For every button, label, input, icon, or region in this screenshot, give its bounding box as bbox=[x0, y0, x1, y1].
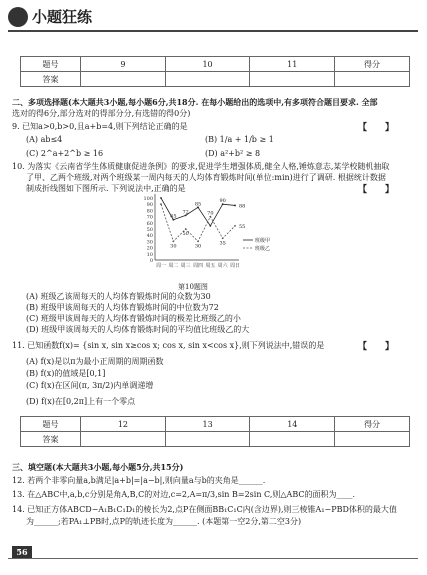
table-cell: 12 bbox=[81, 417, 166, 432]
page-number: 56 bbox=[12, 546, 32, 558]
x-tick-label: 周日 bbox=[229, 263, 241, 269]
answer-cell[interactable] bbox=[165, 72, 250, 87]
q9-bracket: 【 】 bbox=[358, 123, 395, 133]
x-tick-label: 周一 bbox=[155, 263, 167, 269]
q10-bracket: 【 】 bbox=[358, 185, 395, 195]
answer-table-1 bbox=[20, 56, 410, 87]
header-title: 小题狂练 bbox=[32, 8, 93, 26]
q11-option-a: (A) f(x)是以π为最小正周期的周期函数 bbox=[26, 357, 164, 366]
data-point bbox=[234, 225, 236, 227]
answer-cell[interactable] bbox=[81, 72, 166, 87]
legend-label: 班级甲 bbox=[255, 238, 271, 244]
y-tick-label: 40 bbox=[146, 233, 153, 240]
y-tick-label: 90 bbox=[146, 202, 153, 209]
q11-option-b: (B) f(x)的值域是[0,1] bbox=[26, 369, 106, 378]
answer-table-2 bbox=[20, 416, 410, 447]
table-cell: 11 bbox=[250, 57, 335, 72]
q10-option-b: (B) 班级甲该周每天的人均体育锻炼时间的中位数为72 bbox=[26, 303, 219, 312]
answer-cell[interactable] bbox=[250, 72, 335, 87]
data-label: 90 bbox=[219, 198, 226, 205]
y-tick-label: 50 bbox=[146, 227, 153, 233]
q14-line1: 14. 已知正方体ABCD−A₁B₁C₁D₁的棱长为2,点P在侧面BB₁C₁C内(含边界),则三棱锥A₁−PBD体积的最大值 bbox=[12, 505, 397, 514]
x-tick-label: 周六 bbox=[217, 263, 228, 269]
q10-option-c: (C) 班级甲该周每天的人均体育锻炼时间的极差比班级乙的小 bbox=[26, 314, 241, 323]
data-label: 55 bbox=[239, 223, 246, 230]
table-cell: 答案 bbox=[21, 432, 81, 447]
table-cell: 9 bbox=[81, 57, 166, 72]
table-cell: 得分 bbox=[335, 57, 410, 72]
table-cell: 10 bbox=[165, 57, 250, 72]
q12-text: 12. 若两个非零向量a,b满足|a+b|=|a−b|,则向量a与b的夹角是______. bbox=[12, 476, 266, 485]
q10-line2: 了甲、乙两个班级,对两个班级某一周内每天的人均体育锻炼时间(单位:min)进行了调研. 根据统计数据 bbox=[26, 173, 386, 182]
score-cell[interactable] bbox=[335, 72, 410, 87]
q9-option-d: (D) a²+b² ≥ 8 bbox=[205, 149, 261, 158]
q9-stem: 9. 已知a>0,b>0,且a+b=4,则下列结论正确的是 bbox=[12, 122, 188, 131]
legend-label: 班级乙 bbox=[255, 246, 271, 252]
footer-rule bbox=[8, 558, 418, 559]
table-cell: 14 bbox=[250, 417, 335, 432]
x-tick-label: 周三 bbox=[180, 263, 191, 269]
data-label: 85 bbox=[194, 201, 202, 208]
q10-line1: 10. 为落实《云南省学生体质健康促进条例》的要求,促进学生增强体质,健全人格,锤炼意志,某学校随机抽取 bbox=[12, 162, 390, 171]
q13-text: 13. 在△ABC中,a,b,c分别是角A,B,C的对边,c=2,A=π/3,sin B=2sin C,则△ABC的面积为____. bbox=[12, 490, 356, 499]
section-2-title: 二、多项选择题(本大题共3小题,每小题6分,共18分. 在每小题给出的选项中,有多项符合题目要求. 全部 bbox=[12, 97, 378, 107]
y-tick-label: 0 bbox=[149, 258, 153, 264]
data-label: 30 bbox=[194, 243, 202, 250]
answer-cell[interactable] bbox=[165, 432, 250, 447]
line-chart bbox=[135, 194, 295, 280]
data-label: 35 bbox=[219, 240, 226, 247]
y-tick-label: 100 bbox=[143, 196, 153, 202]
y-tick-label: 60 bbox=[146, 220, 153, 227]
data-label: 65 bbox=[170, 213, 177, 220]
data-point bbox=[197, 241, 199, 243]
y-tick-label: 70 bbox=[146, 214, 153, 221]
y-tick-label: 80 bbox=[146, 208, 153, 215]
q9-option-c: (C) 2^a+2^b ≥ 16 bbox=[26, 149, 104, 158]
q9-option-a: (A) ab≤4 bbox=[26, 135, 63, 144]
logo-icon bbox=[8, 7, 28, 27]
data-label: 72 bbox=[182, 209, 189, 216]
q14-line2: 为______;若PA₁⊥PB时,点P的轨迹长度为______. (本题第一空2分,第二空3分) bbox=[26, 517, 302, 526]
series-line-1 bbox=[161, 204, 235, 241]
data-point bbox=[185, 228, 187, 230]
data-point bbox=[209, 225, 211, 227]
q10-option-a: (A) 班级乙该周每天的人均体育锻炼时间的众数为30 bbox=[26, 292, 211, 301]
table-cell: 答案 bbox=[21, 72, 81, 87]
q11-option-d: (D) f(x)在[0,2π]上有一个零点 bbox=[26, 397, 136, 406]
table-cell: 得分 bbox=[335, 417, 410, 432]
data-point bbox=[160, 203, 162, 205]
q9-option-b: (B) 1/a + 1/b ≥ 1 bbox=[205, 135, 274, 144]
data-label: 30 bbox=[170, 243, 177, 250]
answer-cell[interactable] bbox=[250, 432, 335, 447]
q11-stem: 11. 已知函数f(x)= {sin x, sin x≥cos x; cos x, sin x<cos x},则下列说法中,错误的是 bbox=[12, 341, 325, 350]
y-tick-label: 10 bbox=[146, 251, 153, 258]
y-tick-label: 30 bbox=[146, 239, 153, 246]
data-point bbox=[234, 205, 236, 207]
table-cell: 题号 bbox=[21, 417, 81, 432]
q11-option-c: (C) f(x)在区间(π, 3π/2)内单调递增 bbox=[26, 381, 154, 390]
x-tick-label: 周五 bbox=[205, 263, 216, 269]
header-rule bbox=[8, 30, 418, 32]
q10-line3: 制成折线图如下图所示. 下列说法中,正确的是 bbox=[26, 184, 186, 193]
y-tick-label: 20 bbox=[146, 245, 153, 252]
data-point bbox=[172, 241, 174, 243]
section-3-title: 三、填空题(本大题共3小题,每小题5分,共15分) bbox=[12, 462, 184, 472]
q10-option-d: (D) 班级甲该周每天的人均体育锻炼时间的平均值比班级乙的大 bbox=[26, 325, 250, 334]
q11-bracket: 【 】 bbox=[358, 342, 395, 352]
data-point bbox=[222, 237, 224, 239]
section-2-title-cont: 选对的得6分,部分选对的得部分分,有选错的得0分) bbox=[12, 109, 191, 118]
table-cell: 13 bbox=[165, 417, 250, 432]
x-tick-label: 周四 bbox=[192, 263, 204, 269]
x-tick-label: 周二 bbox=[168, 263, 179, 269]
table-cell: 题号 bbox=[21, 57, 81, 72]
score-cell[interactable] bbox=[335, 432, 410, 447]
data-label: 70 bbox=[207, 210, 214, 217]
answer-cell[interactable] bbox=[81, 432, 166, 447]
data-label: 88 bbox=[239, 203, 246, 210]
data-label: 50 bbox=[182, 231, 189, 237]
data-point bbox=[160, 197, 162, 199]
chart-caption: 第10题图 bbox=[178, 283, 208, 291]
